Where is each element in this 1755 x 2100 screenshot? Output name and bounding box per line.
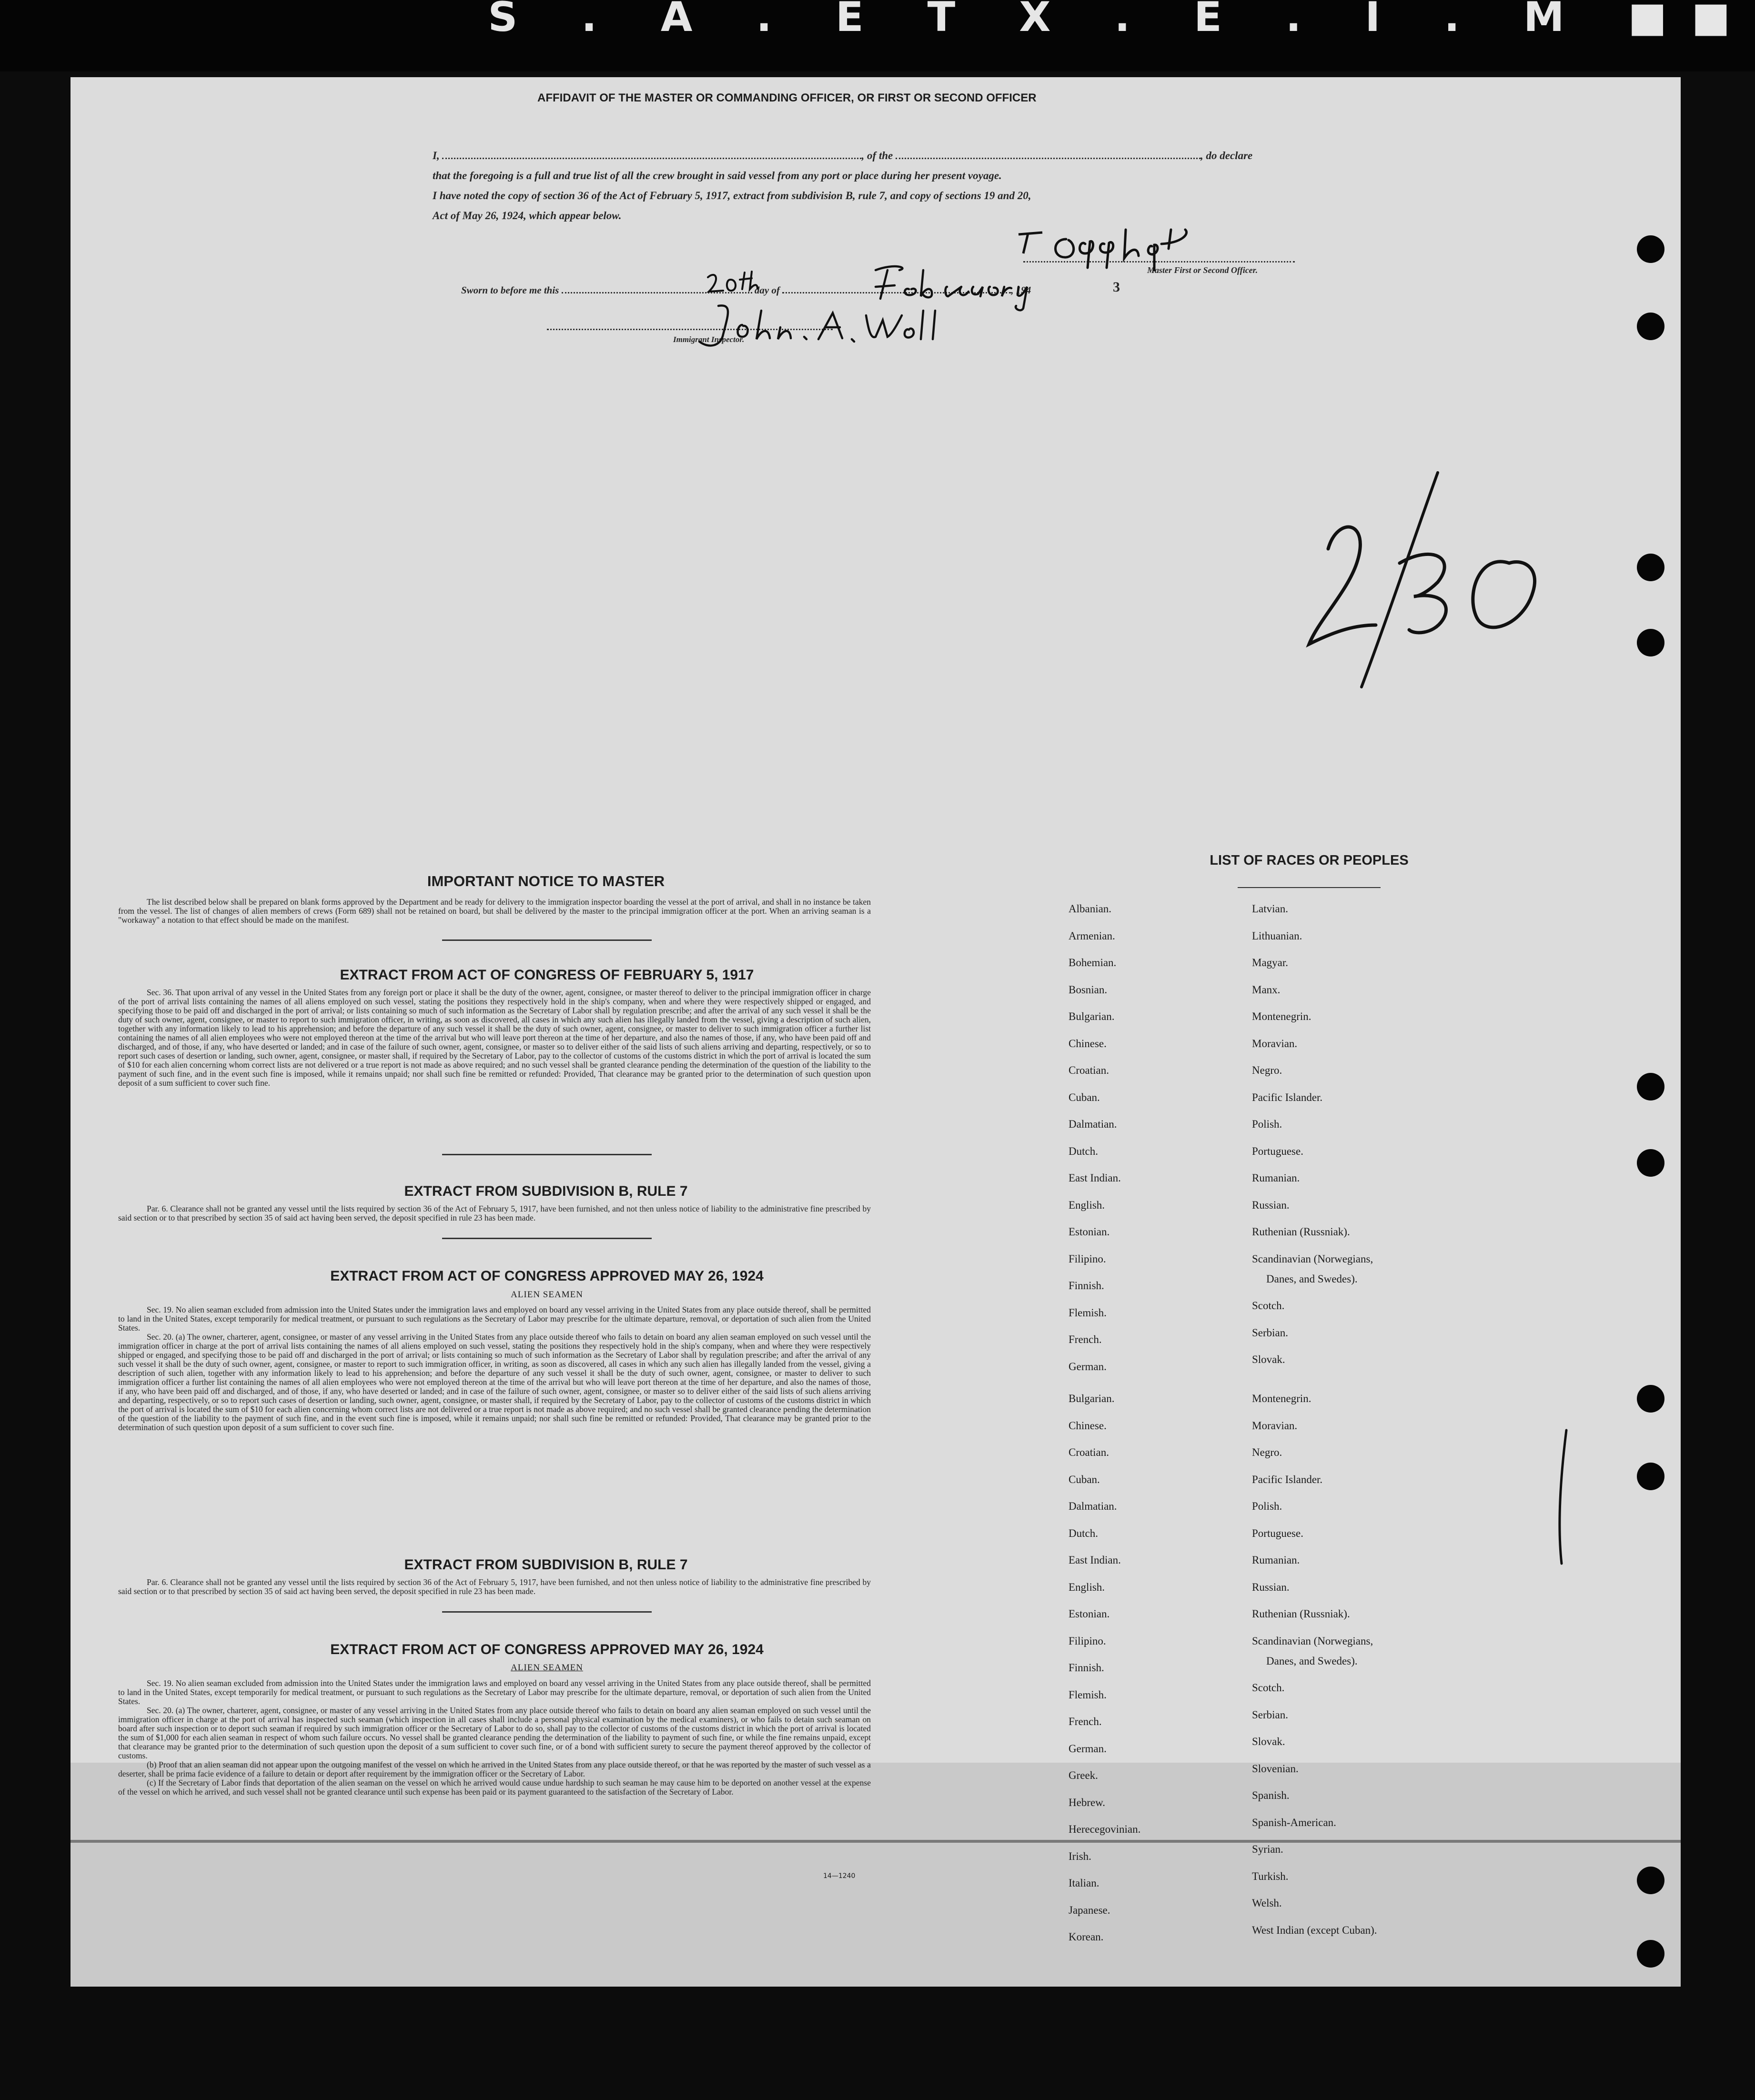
race-item: Estonian. — [1069, 1226, 1110, 1238]
race-item: Serbian. — [1252, 1708, 1289, 1721]
race-item: Montenegrin. — [1252, 1010, 1311, 1022]
race-item: English. — [1069, 1581, 1105, 1593]
race-item: Croatian. — [1069, 1064, 1109, 1076]
section-20-overlap-paragraph: Sec. 20. (a) The owner, charterer, agent, consignee, or master of any vessel arriving in the United States from any place outside thereof who fails to detain on board any alien seaman employed on such vessel until the immigration officer in charge at the port of arrival lists containing the names of all aliens employed on such vessel, stating the positions they respectively hold in the ship's company, when and where they were respectively shipped or engaged, and specifying those to be paid off and discharged in the port of arrival; or lists containing so much of such information as the Secretary of Labor shall by regulation prescribe; and after the arrival of any such vessel it shall be the duty of such owner, agent, consignee, or master to report to such immigration officer, in writing, as soon as discovered, all cases in which any such alien has illegally landed from the vessel, giving a description of such alien, together with any information likely to lead to his apprehension; and before the departure of any such vessel it shall be the duty of such owner, agent, consignee, or master to deliver to such immigration officer a further list containing the names of all alien employees who were not employed thereon at the time of the arrival but who will leave port thereon at the time of her departure, and also the names of those, if any, who have been paid off and discharged, and of those, if any, who have deserted or landed; and in case of the failure of such owner, agent, consignee, or master so to deliver either of the said lists of such aliens arriving and departing, respectively, or so to report such cases of desertion or landing, such owner, agent, consignee, or master shall, if required by the Secretary of Labor, pay to the collector of customs of the customs district in which the port of arrival is located the sum of $10 for each alien concerning whom correct lists are not delivered or a true report is not made as above required; and no such vessel shall be granted clearance pending the determination of the question of the liability to the payment of such fine, and in the event such fine is imposed, while it remains unpaid; nor shall such fine be remitted or refunded: Provided, That clearance may be granted prior to the determination of such question upon deposit of a sum sufficient to cover such fine. — [118, 1332, 871, 1432]
race-item: Bosnian. — [1069, 983, 1108, 996]
handwritten-page-mark — [1300, 468, 1547, 692]
race-item: Polish. — [1252, 1118, 1282, 1130]
affidavit-line3: I have noted the copy of section 36 of the Act of February 5, 1917, extract from subdivision B, rule 7, and copy of sections 19 and 20, — [433, 190, 1031, 202]
section-36-paragraph: Sec. 36. That upon arrival of any vessel in the United States from any foreign port or place it shall be the duty of the owner, agent, consignee, or master thereof to deliver to the principal immigration officer in charge of the port of arrival lists containing the names of all aliens employed on such vessel, stating the positions they respectively hold in the ship's company, when and where they were respectively shipped or engaged, and specifying those to be paid off and discharged in the port of arrival; or lists containing so much of such information as the Secretary of Labor shall by regulation prescribe; and after the arrival of any such vessel it shall be the duty of such owner, agent, consignee, or master to report to such immigration officer, in writing, as soon as discovered, all cases in which any such alien has illegally landed from the vessel, giving a description of such alien, together with any information likely to lead to his apprehension; and before the departure of any such vessel it shall be the duty of such owner, agent, consignee, or master to deliver to such immigration officer a further list containing the names of all alien employees who were not employed thereon at the time of the arrival but who will leave port thereon at the time of her departure, and also the names of those, if any, who have been paid off and discharged, and of those, if any, who have deserted or landed; and in case of the failure of such owner, agent, consignee, or master so to deliver either of the said lists of such aliens arriving and departing, respectively, or so to report such cases of desertion or landing, such owner, agent, consignee, or master shall, if required by the Secretary of Labor, pay to the collector of customs of the customs district in which the port of arrival is located the sum of $10 for each alien concerning whom correct lists are not delivered or a true report is not made as above required; and no such vessel shall be granted clearance pending the determination of the question of the liability to the payment of such fine, and in the event such fine is imposed, while it remains unpaid; nor shall such fine be remitted or refunded: Provided, That clearance may be granted prior to the determination of such question upon deposit of a sum sufficient to cover such fine. — [118, 988, 871, 1088]
race-item: Pacific Islander. — [1252, 1473, 1323, 1485]
section-20c-paragraph: (c) If the Secretary of Labor finds that deportation of the alien seaman on the vessel on which he arrived would cause undue hardship to such seaman he may cause him to be deported on another vessel at the expense of the vessel on which he arrived, and such vessel shall not be granted clearance until such expense has been paid or its payment guaranteed to the satisfaction of the Secretary of Labor. — [118, 1778, 871, 1797]
punch-hole — [1637, 1073, 1664, 1100]
extract-1917-title: EXTRACT FROM ACT OF CONGRESS OF FEBRUARY 5, 1917 — [340, 967, 754, 983]
section-20b-paragraph: (b) Proof that an alien seaman did not appear upon the outgoing manifest of the vessel on which he arrived in the United States from any place outside thereof, or that he was reported by the master of such vessel as a deserter, shall be prima facie evidence of a failure to detain or deport after requirement by the immigration officer or the Secretary of Labor. — [118, 1760, 871, 1778]
race-item: French. — [1069, 1333, 1102, 1345]
sworn-day-handwriting — [704, 268, 761, 296]
race-item: Ruthenian (Russniak). — [1252, 1608, 1350, 1620]
extract-1924-title: EXTRACT FROM ACT OF CONGRESS APPROVED MAY 26, 1924 — [330, 1268, 764, 1284]
master-signature-label: Master First or Second Officer. — [1147, 265, 1258, 275]
affidavit-line2: that the foregoing is a full and true list of all the crew brought in said vessel from any port or place during her present voyage. — [433, 170, 1002, 182]
race-item: Spanish-American. — [1252, 1816, 1336, 1828]
race-item: Scotch. — [1252, 1300, 1285, 1312]
race-item: English. — [1069, 1199, 1105, 1211]
race-item: Bulgarian. — [1069, 1393, 1115, 1404]
rule7-paragraph: Par. 6. Clearance shall not be granted any vessel until the lists required by section 36 of the Act of February 5, 1917, have been furnished, and not then unless notice of liability to the administrative fine prescribed by said section or to that prescribed by section 35 of said act having been served, the deposit specified in rule 23 has been made. — [118, 1204, 871, 1222]
race-item: Japanese. — [1069, 1904, 1110, 1916]
punch-hole — [1637, 554, 1664, 581]
sworn-day-label: day of — [754, 284, 780, 296]
race-item: French. — [1069, 1716, 1102, 1727]
rule7-text-copy — [118, 1578, 871, 1596]
race-item: German. — [1069, 1742, 1107, 1755]
affidavit-line4: Act of May 26, 1924, which appear below. — [433, 210, 622, 222]
race-item: Turkish. — [1252, 1870, 1289, 1882]
race-item: Hebrew. — [1069, 1796, 1106, 1808]
sworn-prefix: Sworn to before me this — [461, 284, 559, 296]
races-title: LIST OF RACES OR PEOPLES — [1210, 853, 1409, 868]
race-item: Italian. — [1069, 1877, 1099, 1889]
race-item: Flemish. — [1069, 1306, 1107, 1319]
document-page — [71, 77, 1681, 1987]
section-19-paragraph: Sec. 19. No alien seaman excluded from admission into the United States under the immigration laws and employed on board any vessel arriving in the United States from any place outside thereof, shall be permitted to land in the United States, except temporarily for medical treatment, or pursuant to such regulations as the Secretary of Labor may prescribe for the ultimate departure, removal, or deportation of such alien from the United States. — [118, 1305, 871, 1333]
affidavit-line1-prefix: I, — [433, 150, 440, 162]
race-item: Ruthenian (Russniak). — [1252, 1226, 1350, 1238]
race-item: Dutch. — [1069, 1527, 1098, 1539]
race-item: Rumanian. — [1252, 1172, 1300, 1184]
punch-hole — [1637, 1149, 1664, 1177]
form-number: 14—1240 — [823, 1872, 856, 1880]
race-item: Lithuanian. — [1252, 929, 1302, 942]
race-item: Cuban. — [1069, 1473, 1100, 1485]
race-item: Filipino. — [1069, 1252, 1106, 1265]
extract-1924-title-copy: EXTRACT FROM ACT OF CONGRESS APPROVED MAY 26, 1924 — [330, 1642, 764, 1657]
punch-hole — [1637, 1463, 1664, 1490]
rule7-paragraph-copy: Par. 6. Clearance shall not be granted any vessel until the lists required by section 36 of the Act of February 5, 1917, have been furnished, and not then unless notice of liability to the administrative fine prescribed by said section or to that prescribed by section 35 of said act having been served, the deposit specified in rule 23 has been made. — [118, 1577, 871, 1596]
race-item: Dalmatian. — [1069, 1500, 1117, 1512]
race-item: Latvian. — [1252, 903, 1288, 915]
race-item: Magyar. — [1252, 957, 1289, 969]
race-item: East Indian. — [1069, 1172, 1121, 1184]
race-item: West Indian (except Cuban). — [1252, 1924, 1377, 1936]
race-item: Scotch. — [1252, 1682, 1285, 1694]
race-item: Scandinavian (Norwegians, — [1252, 1635, 1373, 1647]
extract-1924-text-copy — [118, 1679, 871, 1797]
sworn-year-digit: 3 — [1113, 279, 1120, 295]
section-19-paragraph-copy: Sec. 19. No alien seaman excluded from admission into the United States under the immigration laws and employed on board any vessel arriving in the United States from any place outside thereof, shall be permitted to land in the United States, except temporarily for medical treatment, or pursuant to such regulations as the Secretary of Labor may prescribe for the ultimate departure, removal, or deportation of such alien from the United States. — [118, 1678, 871, 1706]
race-item: Portuguese. — [1252, 1145, 1303, 1157]
race-item: Greek. — [1069, 1769, 1098, 1781]
race-item: Chinese. — [1069, 1419, 1107, 1432]
race-item: Rumanian. — [1252, 1554, 1300, 1566]
race-item: Polish. — [1252, 1500, 1282, 1512]
race-item: Scandinavian (Norwegians, — [1252, 1252, 1373, 1265]
extract-1917-text — [118, 988, 871, 1088]
race-item: Russian. — [1252, 1581, 1290, 1593]
race-item: Serbian. — [1252, 1326, 1289, 1339]
race-item: Flemish. — [1069, 1688, 1107, 1701]
race-item: Negro. — [1252, 1064, 1282, 1076]
races-left-column — [1069, 896, 1121, 1380]
race-item: Negro. — [1252, 1446, 1282, 1458]
race-item: Albanian. — [1069, 903, 1112, 915]
inspector-label: Immigrant Inspector. — [673, 335, 745, 344]
race-item: Russian. — [1252, 1199, 1290, 1211]
race-item: Dutch. — [1069, 1145, 1098, 1157]
overlay-sheet-edge — [71, 1840, 1681, 1843]
race-item: Estonian. — [1069, 1608, 1110, 1620]
race-item: Montenegrin. — [1252, 1393, 1311, 1404]
race-item: Spanish. — [1252, 1789, 1290, 1801]
races-left-column-copy — [1069, 1385, 1140, 1951]
film-strip — [0, 0, 1755, 71]
rule7-title: EXTRACT FROM SUBDIVISION B, RULE 7 — [404, 1183, 688, 1199]
film-edge-code: S . A . E T X . E . I . M ■■ — [488, 0, 1755, 41]
race-item: German. — [1069, 1360, 1107, 1373]
race-item: Moravian. — [1252, 1037, 1298, 1050]
section-20a-paragraph: Sec. 20. (a) The owner, charterer, agent, consignee, or master of any vessel arriving in the United States from any place outside thereof who fails to detain on board any alien seaman employed on such vessel until the immigration officer in charge at the port of arrival has inspected such seaman (which inspection in all cases shall include a personal physical examination by the medical examiners), or who fails to detain such seaman on board after such inspection or to deport such seaman if required by such immigration officer or the Secretary of Labor to do so, shall pay to the collector of customs of the customs district in which the port of arrival is located the sum of $1,000 for each alien seaman in respect of whom such failure occurs. No vessel shall be granted clearance pending the determination of the liability to payment of such fine, or while the fine remains unpaid, except that clearance may be granted prior to the determination of such question upon the deposit of a sum sufficient to cover such fine, or of a bond with sufficient surety to secure the payment thereof approved by the collector of customs. — [118, 1706, 871, 1760]
race-item: Slovak. — [1252, 1736, 1285, 1747]
race-item: Chinese. — [1069, 1037, 1107, 1050]
race-item: East Indian. — [1069, 1554, 1121, 1566]
inspector-signature — [690, 301, 957, 358]
extract-1924-text — [118, 1305, 871, 1432]
race-item: Filipino. — [1069, 1635, 1106, 1647]
race-item: Herecegovinian. — [1069, 1823, 1141, 1835]
punch-hole — [1637, 313, 1664, 340]
race-item: Syrian. — [1252, 1843, 1283, 1855]
races-right-column — [1252, 896, 1373, 1373]
races-right-column-copy — [1252, 1385, 1377, 1944]
race-item: Danes, and Swedes). — [1266, 1272, 1358, 1285]
race-item: Danes, and Swedes). — [1266, 1655, 1358, 1667]
alien-seamen-subtitle-copy: ALIEN SEAMEN — [511, 1663, 583, 1673]
affidavit-line1 — [433, 148, 1252, 164]
affidavit-title: AFFIDAVIT OF THE MASTER OR COMMANDING OFFICER, OR FIRST OR SECOND OFFICER — [537, 91, 1037, 104]
sworn-year-prefix: , 194 — [1011, 284, 1031, 296]
race-item: Manx. — [1252, 983, 1281, 996]
punch-hole — [1637, 1940, 1664, 1968]
rule7-title-copy: EXTRACT FROM SUBDIVISION B, RULE 7 — [404, 1557, 688, 1573]
punch-hole — [1637, 629, 1664, 656]
race-item: Irish. — [1069, 1850, 1091, 1862]
punch-hole — [1637, 1867, 1664, 1894]
race-item: Dalmatian. — [1069, 1118, 1117, 1130]
notice-text — [118, 898, 871, 925]
rule7-text — [118, 1204, 871, 1222]
race-item: Welsh. — [1252, 1897, 1282, 1909]
race-item: Finnish. — [1069, 1280, 1104, 1292]
punch-hole — [1637, 1385, 1664, 1413]
race-item: Korean. — [1069, 1931, 1104, 1943]
race-item: Croatian. — [1069, 1446, 1109, 1458]
race-item: Slovak. — [1252, 1353, 1285, 1365]
alien-seamen-subtitle: ALIEN SEAMEN — [511, 1290, 583, 1300]
race-item: Pacific Islander. — [1252, 1091, 1323, 1103]
race-item: Finnish. — [1069, 1662, 1104, 1674]
affidavit-line1-mid: , of the — [861, 150, 893, 162]
race-item: Cuban. — [1069, 1091, 1100, 1103]
race-item: Moravian. — [1252, 1419, 1298, 1432]
race-item: Bohemian. — [1069, 957, 1117, 969]
notice-title: IMPORTANT NOTICE TO MASTER — [427, 873, 665, 889]
affidavit-line1-suffix: , do declare — [1200, 150, 1253, 162]
race-item: Armenian. — [1069, 929, 1115, 942]
notice-paragraph: The list described below shall be prepared on blank forms approved by the Department and be ready for delivery to the immigration inspector boarding the vessel at the port of arrival, and shall in no instance be taken from the vessel. The list of changes of alien members of crews (Form 689) shall not be retained on board, but shall be delivered by the master to the principal immigration officer at the port. When an arriving seaman is a "workaway" a notation to that effect should be made on the manifest. — [118, 897, 871, 925]
punch-hole — [1637, 235, 1664, 263]
handwritten-margin-stroke — [1547, 1425, 1576, 1568]
race-item: Slovenian. — [1252, 1762, 1299, 1775]
race-item: Bulgarian. — [1069, 1010, 1115, 1022]
race-item: Portuguese. — [1252, 1527, 1303, 1539]
